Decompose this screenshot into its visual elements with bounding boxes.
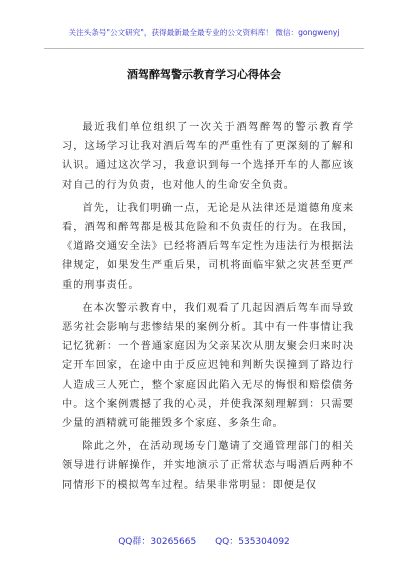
header-banner: 关注头条号"公文研究"，获得最新最全最专业的公文资料库！ 微信：gongwenyj <box>68 28 340 37</box>
footer-qq-group: QQ群：30265665 <box>118 537 197 547</box>
header-divider <box>44 48 364 49</box>
document-body <box>62 118 354 499</box>
footer-contact <box>0 534 408 547</box>
paragraph: 除此之外，在活动现场专门邀请了交通管理部门的相关领导进行讲解操作，并实地演示了正常状态与喝酒后两种不同情形下的模拟驾车过程。结果非常明显：即便是仅 <box>62 441 354 491</box>
document-title: 酒驾醉驾警示教育学习心得体会 <box>127 68 281 81</box>
paragraph: 最近我们单位组织了一次关于酒驾醉驾的警示教育学习，这场学习让我对酒后驾车的严重性有了更深刻的了解和认识。通过这次学习，我意识到每一个选择开车的人都应该对自己的行为负责，也对他人的生命安全负责。 <box>62 122 354 191</box>
paragraph: 首先，让我们明确一点，无论是从法律还是道德角度来看，酒驾和醉驾都是极其危险和不负责任的行为。在我国，《道路交通安全法》已经将酒后驾车定性为违法行为根据法律规定，如果发生严重后果，司机将面临牢狱之灾甚至更严重的刑事责任。 <box>62 202 354 291</box>
paragraph: 在本次警示教育中，我们观看了几起因酒后驾车而导致恶劣社会影响与悲惨结果的案例分析。其中有一件事情让我记忆犹新：一个普通家庭因为父亲某次从朋友聚会归来时决定开车回家，在途中由于反应迟钝和判断失误撞到了路边行人造成三人死亡，整个家庭因此陷入无尽的悔恨和赔偿债务中。这个案例震撼了我的心灵，并使我深刻理解到：只需要少量的酒精就可能摧毁多个家庭、多条生命。 <box>62 302 354 430</box>
footer-qq: QQ：535304092 <box>215 537 290 547</box>
